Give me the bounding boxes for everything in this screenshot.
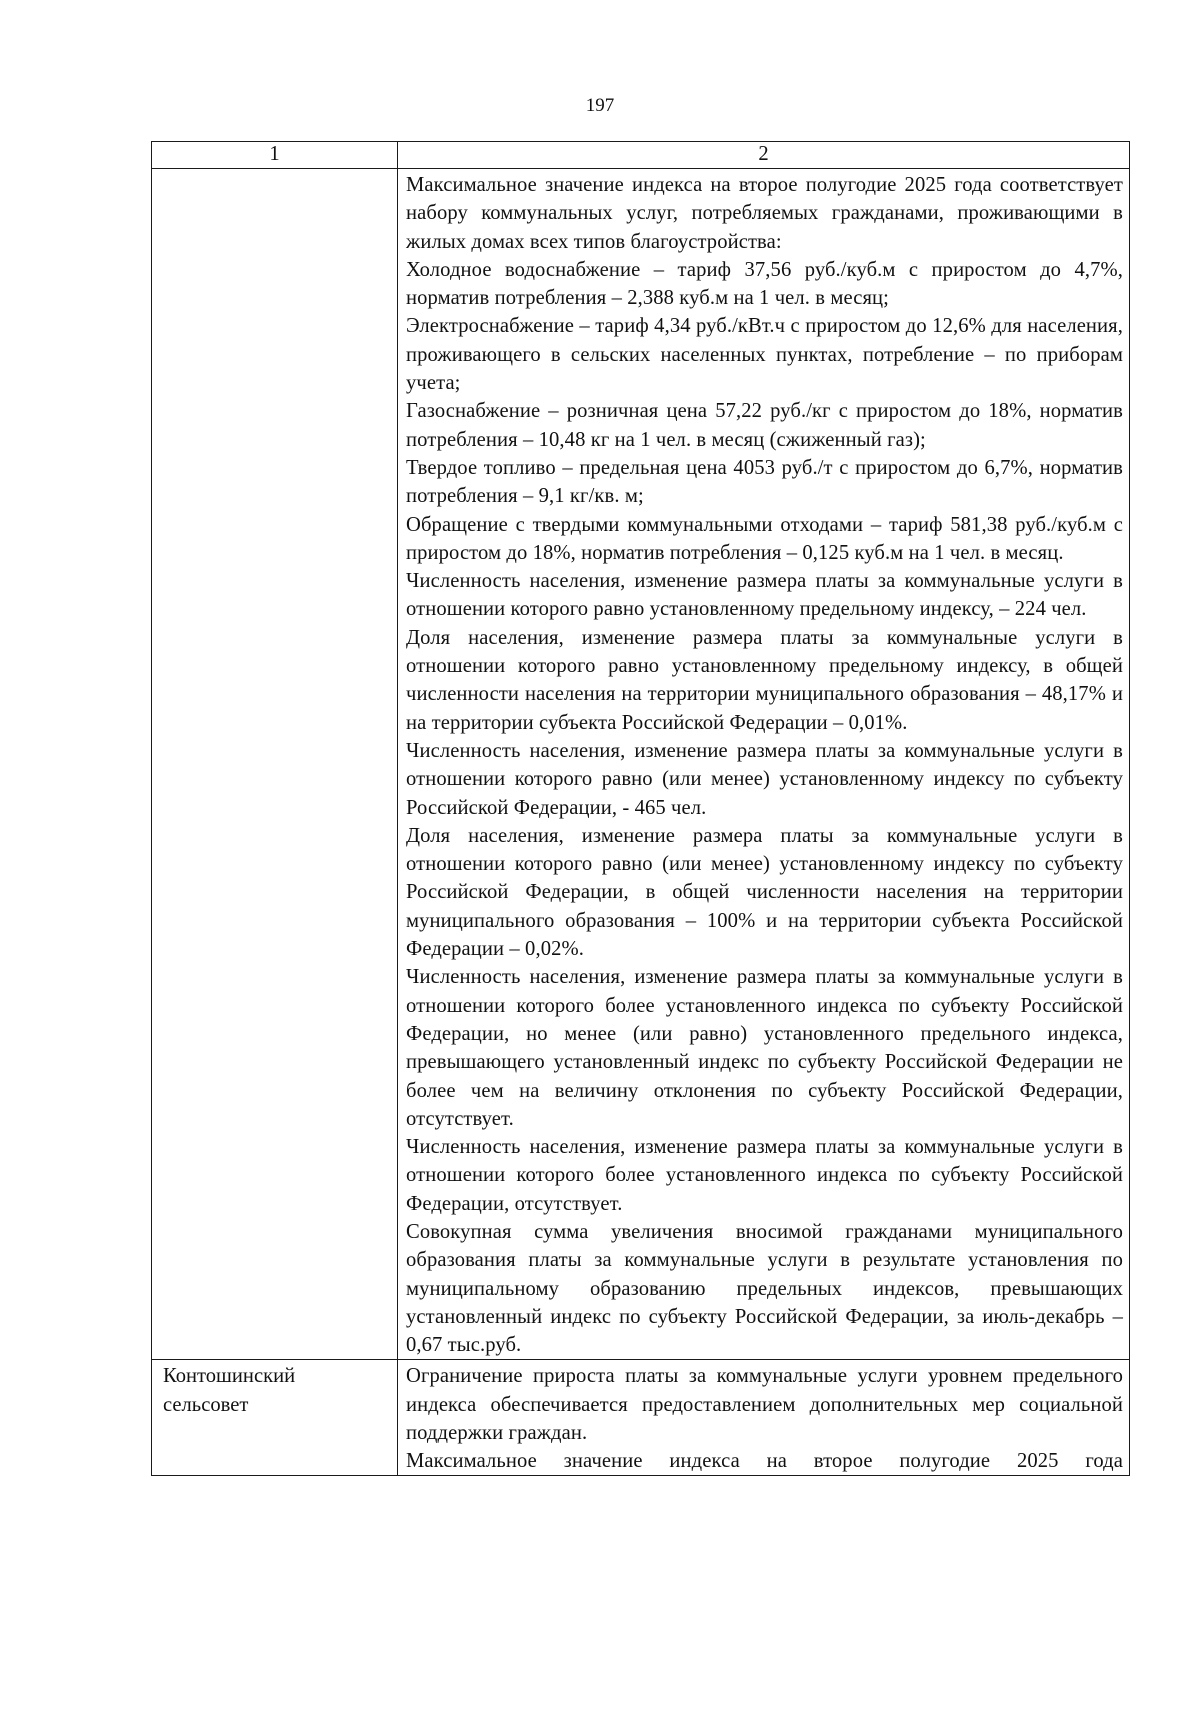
- paragraph-population-above-subject: Численность населения, изменение размера платы за коммунальные услуги в отношении которого более установленного индекса по субъекту Российской Федерации, отсутствует.: [406, 1136, 1123, 1215]
- column-header-2: 2: [398, 142, 1130, 169]
- table-row: [152, 169, 1130, 1360]
- paragraph-solid-fuel: Твердое топливо – предельная цена 4053 руб./т с приростом до 6,7%, норматив потребления – 9,1 кг/кв. м;: [406, 456, 1123, 508]
- paragraph-index-intro: Максимальное значение индекса на второе полугодие 2025 года соответствует набору коммунальных услуг, потребляемых гражданами, проживающими в жилых домах всех типов благоустройства:: [406, 174, 1123, 253]
- document-table: [151, 141, 1130, 1476]
- paragraph-gas: Газоснабжение – розничная цена 57,22 руб./кг с приростом до 18%, норматив потребления – 10,48 кг на 1 чел. в месяц (сжиженный газ);: [406, 400, 1123, 451]
- paragraph-limit-restriction: Ограничение прироста платы за коммунальные услуги уровнем предельного индекса обеспечивается предоставлением дополнительных мер социальной поддержки граждан.: [406, 1365, 1123, 1445]
- table-header-row: [152, 142, 1130, 169]
- description-cell: [398, 169, 1130, 1360]
- municipality-type: сельсовет: [163, 1393, 249, 1416]
- paragraph-population-equal-limit: Численность населения, изменение размера платы за коммунальные услуги в отношении которого равно установленному предельному индексу, – 224 чел.: [406, 570, 1123, 621]
- table-row: [152, 1360, 1130, 1476]
- paragraph-share-equal-subject: Доля населения, изменение размера платы за коммунальные услуги в отношении которого равно (или менее) установленному индексу по субъекту Российской Федерации, в общей численности населения на территории муниципального образования – 100% и на территории субъекта Российской Федерации – 0,02%.: [406, 824, 1123, 961]
- municipality-cell: [152, 1360, 398, 1476]
- page-number: 197: [585, 95, 615, 116]
- paragraph-population-above-subject-within-deviation: Численность населения, изменение размера платы за коммунальные услуги в отношении которого более установленного индекса по субъекту Российской Федерации, но менее (или равно) установленного предельного индекса, превышающего установленный индекс по субъекту Российской Федерации не более чем на величину отклонения по субъекту Российской Федерации, отсутствует.: [406, 966, 1123, 1130]
- paragraph-population-equal-subject: Численность населения, изменение размера платы за коммунальные услуги в отношении которого равно (или менее) установленному индексу по субъекту Российской Федерации, - 465 чел.: [406, 739, 1123, 819]
- paragraph-cold-water: Холодное водоснабжение – тариф 37,56 руб./куб.м с приростом до 4,7%, норматив потребления – 2,388 куб.м на 1 чел. в месяц;: [406, 258, 1123, 310]
- paragraph-share-equal-limit: Доля населения, изменение размера платы за коммунальные услуги в отношении которого равно установленному предельному индексу, в общей численности населения на территории муниципального образования – 48,17% и на территории субъекта Российской Федерации – 0,01%.: [406, 626, 1123, 734]
- column-header-1: 1: [152, 142, 398, 169]
- paragraph-solid-waste: Обращение с твердыми коммунальными отходами – тариф 581,38 руб./куб.м с приростом до 18%, норматив потребления – 0,125 куб.м на 1 чел. в месяц.: [406, 513, 1123, 564]
- municipality-name: Контошинский: [163, 1365, 296, 1388]
- municipality-cell: [152, 169, 398, 1360]
- paragraph-total-increase: Совокупная сумма увеличения вносимой гражданами муниципального образования платы за коммунальные услуги в результате установления по муниципальному образованию предельных индексов, превышающих установленный индекс по субъекту Российской Федерации, за июль-декабрь – 0,67 тыс.руб.: [406, 1220, 1123, 1357]
- paragraph-index-intro-truncated: Максимальное значение индекса на второе полугодие 2025 года: [406, 1450, 1123, 1473]
- paragraph-electricity: Электроснабжение – тариф 4,34 руб./кВт.ч с приростом до 12,6% для населения, проживающего в сельских населенных пунктах, потребление – по приборам учета;: [406, 315, 1123, 395]
- description-cell: [398, 1360, 1130, 1476]
